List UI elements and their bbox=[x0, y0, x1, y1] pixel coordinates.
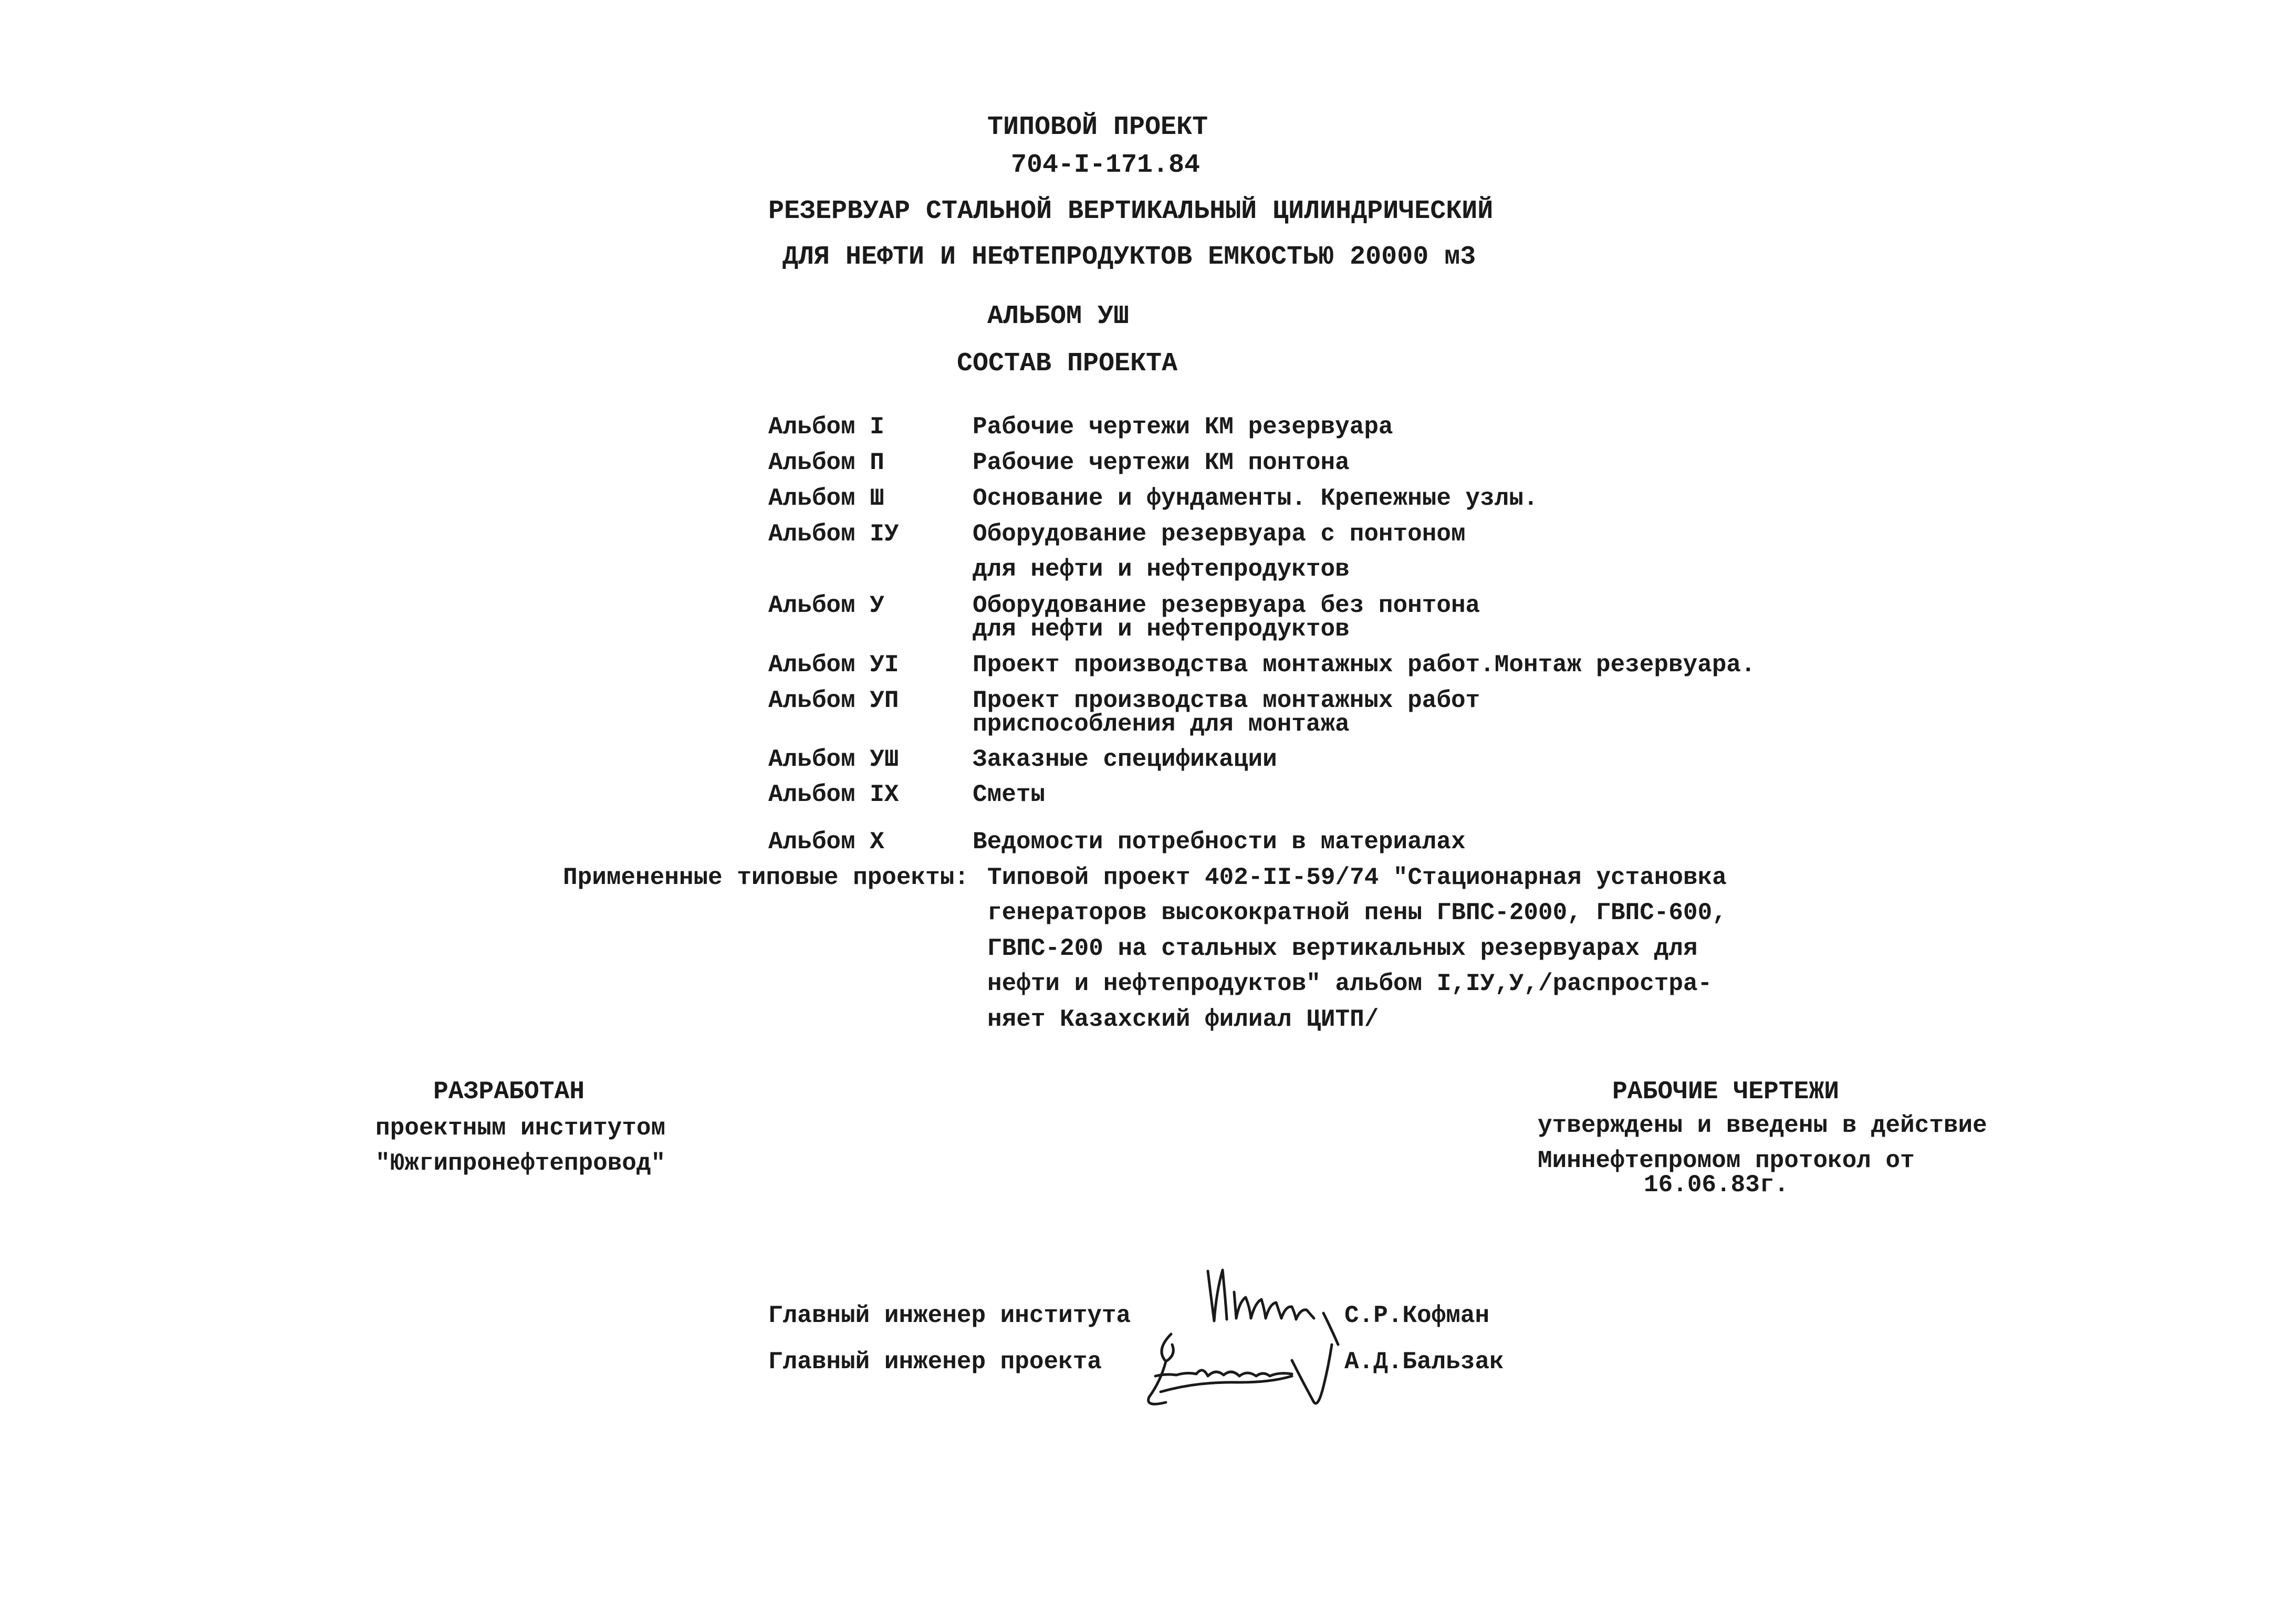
album-desc: Оборудование резервуара с понтоном bbox=[973, 520, 1466, 548]
album-desc: Заказные спецификации bbox=[973, 746, 1277, 773]
doc-type: ТИПОВОЙ ПРОЕКТ bbox=[987, 112, 1208, 142]
approved-date: 16.06.83г. bbox=[1644, 1171, 1789, 1199]
album-label: Альбом IX bbox=[768, 781, 899, 808]
signature-name: А.Д.Бальзак bbox=[1344, 1348, 1504, 1376]
signature-role: Главный инженер проекта bbox=[768, 1348, 1102, 1376]
applied-projects-line: Типовой проект 402-II-59/74 "Стационарная установка bbox=[987, 864, 1727, 891]
album-desc: Сметы bbox=[973, 781, 1046, 808]
album-desc: для нефти и нефтепродуктов bbox=[973, 556, 1350, 583]
approved-line2: Миннефтепромом протокол от bbox=[1538, 1147, 1915, 1174]
album-desc: Проект производства монтажных работ.Монтаж резервуара. bbox=[973, 651, 1756, 679]
album-desc: Проект производства монтажных работ bbox=[973, 687, 1480, 714]
project-title-line1: РЕЗЕРВУАР СТАЛЬНОЙ ВЕРТИКАЛЬНЫЙ ЦИЛИНДРИЧЕСКИЙ bbox=[768, 196, 1494, 226]
album-number: АЛЬБОМ УШ bbox=[987, 301, 1130, 331]
developed-title: РАЗРАБОТАН bbox=[433, 1078, 585, 1106]
project-title-line2: ДЛЯ НЕФТИ И НЕФТЕПРОДУКТОВ ЕМКОСТЬЮ 20000 м3 bbox=[782, 242, 1476, 272]
signature-name: С.Р.Кофман bbox=[1344, 1302, 1490, 1329]
signature-2-image bbox=[1134, 1324, 1355, 1418]
album-desc: Ведомости потребности в материалах bbox=[973, 828, 1466, 856]
composition-heading: СОСТАВ ПРОЕКТА bbox=[957, 349, 1178, 379]
album-label: Альбом У bbox=[768, 592, 884, 619]
developed-line1: проектным институтом bbox=[375, 1115, 666, 1142]
album-desc: Рабочие чертежи КМ резервуара bbox=[973, 413, 1393, 441]
album-label: Альбом П bbox=[768, 449, 884, 476]
album-desc: Основание и фундаменты. Крепежные узлы. bbox=[973, 485, 1538, 512]
approved-title: РАБОЧИЕ ЧЕРТЕЖИ bbox=[1612, 1078, 1840, 1106]
approved-line1: утверждены и введены в действие bbox=[1538, 1112, 1987, 1139]
applied-projects-line: няет Казахский филиал ЦИТП/ bbox=[987, 1006, 1379, 1033]
album-desc: Оборудование резервуара без понтона bbox=[973, 592, 1480, 619]
developed-line2: "Южгипронефтепровод" bbox=[375, 1150, 666, 1177]
project-number: 704-I-171.84 bbox=[1011, 150, 1201, 180]
album-label: Альбом X bbox=[768, 828, 884, 856]
album-label: Альбом IУ bbox=[768, 520, 899, 548]
applied-projects-line: ГВПС-200 на стальных вертикальных резервуарах для bbox=[987, 935, 1698, 962]
album-label: Альбом I bbox=[768, 413, 884, 441]
applied-projects-line: нефти и нефтепродуктов" альбом I,IУ,У,/распростра- bbox=[987, 970, 1713, 997]
album-desc: приспособления для монтажа bbox=[973, 711, 1350, 738]
album-label: Альбом УП bbox=[768, 687, 899, 714]
album-label: Альбом УШ bbox=[768, 746, 899, 773]
applied-projects-line: генераторов высокократной пены ГВПС-2000, ГВПС-600, bbox=[987, 899, 1727, 926]
album-label: Альбом УI bbox=[768, 651, 899, 679]
album-desc: для нефти и нефтепродуктов bbox=[973, 616, 1350, 643]
album-desc: Рабочие чертежи КМ понтона bbox=[973, 449, 1350, 476]
signature-role: Главный инженер института bbox=[768, 1302, 1131, 1329]
album-label: Альбом Ш bbox=[768, 485, 884, 512]
applied-projects-label: Примененные типовые проекты: bbox=[563, 864, 969, 891]
